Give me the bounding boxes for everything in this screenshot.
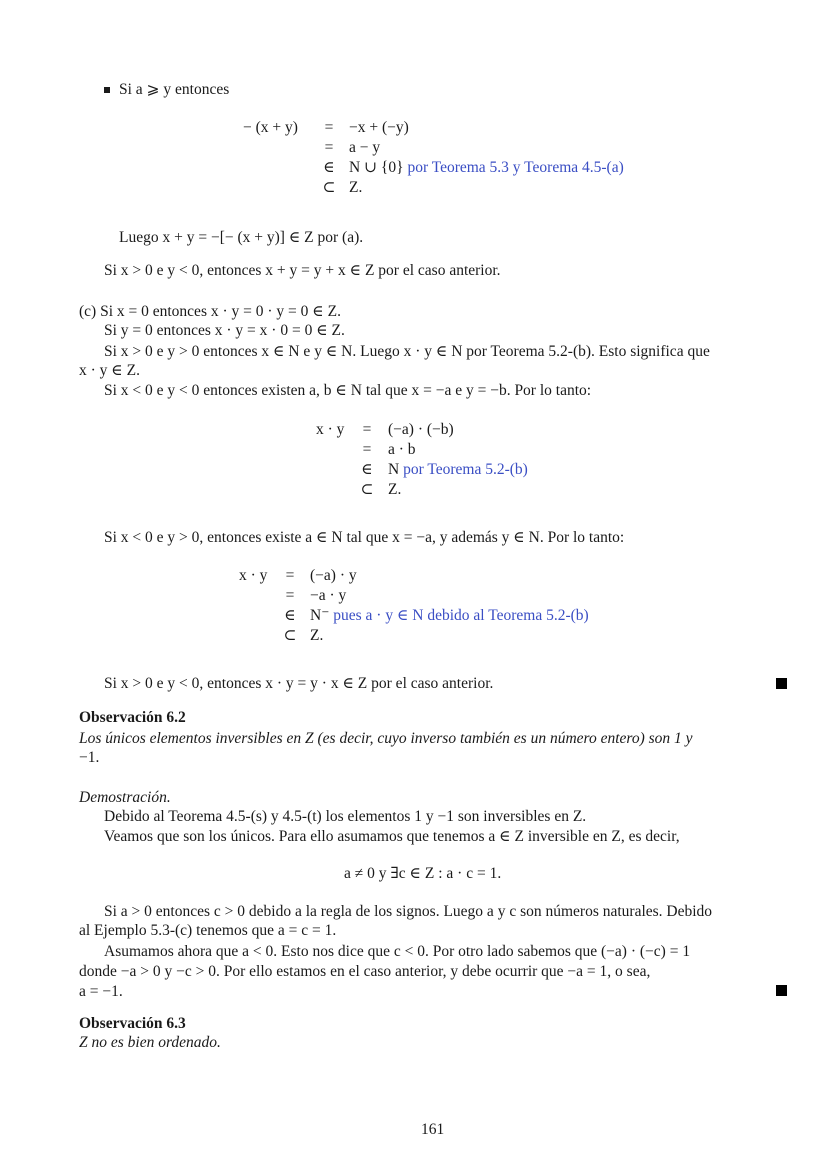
align3-rel: =: [285, 587, 295, 604]
theorem-reference-link[interactable]: por Teorema 5.3 y Teorema 4.5-(a): [407, 159, 624, 176]
part-c-line: x · y ∈ Z.: [79, 362, 140, 379]
observation-heading: Observación 6.3: [79, 1015, 186, 1032]
observation-heading: Observación 6.2: [79, 709, 186, 726]
part-c-line: Si x < 0 e y > 0, entonces existe a ∈ N tal que x = −a, y además y ∈ N. Por lo tanto:: [104, 529, 625, 546]
part-c-line: Si x > 0 e y > 0 entonces x ∈ N e y ∈ N. Luego x · y ∈ N por Teorema 5.2-(b). Esto significa que: [104, 343, 710, 360]
align2-rel: =: [362, 441, 372, 458]
proof-line: al Ejemplo 5.3-(c) tenemos que a = c = 1.: [79, 922, 337, 939]
align1-rhs-text: a − y: [349, 139, 381, 156]
proof-line: a = −1.: [79, 983, 123, 1000]
proof-line: Asumamos ahora que a < 0. Esto nos dice que c < 0. Por otro lado sabemos que (−a) · (−c) = 1: [104, 943, 691, 960]
observation-statement: −1.: [79, 749, 100, 766]
align1-rhs-text: N ∪ {0}: [349, 159, 404, 176]
theorem-reference-link[interactable]: por Teorema 5.2-(b): [403, 461, 528, 478]
align2-rhs-text: (−a) · (−b): [388, 421, 454, 438]
qed-square-icon: [776, 985, 787, 996]
proof-label: Demostración.: [79, 789, 171, 806]
align1-lhs: − (x + y): [243, 119, 298, 136]
bullet-marker: [104, 87, 110, 93]
align1-rhs-text: Z.: [349, 179, 363, 196]
align1-rel: ⊂: [322, 179, 336, 196]
proof-line: Veamos que son los únicos. Para ello asumamos que tenemos a ∈ Z inversible en Z, es decir,: [104, 828, 680, 845]
align1-rhs-text: −x + (−y): [349, 119, 409, 136]
align1-rhs: [349, 118, 624, 198]
align3-rel: ∈: [284, 607, 296, 624]
observation-statement: Z no es bien ordenado.: [79, 1034, 221, 1051]
align2-rels: [358, 420, 376, 500]
align2-rhs-text: N: [388, 461, 400, 478]
part-c-line: Si y = 0 entonces x · y = x · 0 = 0 ∈ Z.: [104, 322, 345, 339]
align2-rhs-text: a · b: [388, 441, 416, 458]
align2-rel: ⊂: [360, 481, 374, 498]
part-c-line: Si x < 0 e y < 0 entonces existen a, b ∈ N tal que x = −a e y = −b. Por lo tanto:: [104, 382, 592, 399]
align1-rels: [320, 118, 338, 198]
align3-lhs: x · y: [239, 567, 268, 584]
align3-rhs-text: (−a) · y: [310, 567, 357, 584]
luego-line: Luego x + y = −[− (x + y)] ∈ Z por (a).: [119, 229, 364, 246]
align3-rels: [281, 566, 299, 646]
align3-rhs-text: Z.: [310, 627, 324, 644]
align1-rel: ∈: [323, 159, 335, 176]
align2-rel: ∈: [361, 461, 373, 478]
case-x-positive: Si x > 0 e y < 0, entonces x + y = y + x ∈ Z por el caso anterior.: [104, 262, 501, 279]
align3-rhs: [310, 566, 589, 646]
case-intro: Si a ⩾ y entonces: [119, 81, 230, 98]
align1-rel: =: [324, 139, 334, 156]
part-c-line: (c) Si x = 0 entonces x · y = 0 · y = 0 ∈ Z.: [79, 303, 341, 320]
display-equation: a ≠ 0 y ∃c ∈ Z : a · c = 1.: [344, 865, 502, 882]
align1-rel: =: [324, 119, 334, 136]
align3-rel: =: [285, 567, 295, 584]
align2-rhs-text: Z.: [388, 481, 402, 498]
page-number: 161: [421, 1121, 445, 1138]
align3-rhs-text: N⁻: [310, 607, 330, 624]
observation-statement: Los únicos elementos inversibles en Z (es decir, cuyo inverso también es un número entero) son 1 y: [79, 730, 693, 747]
proof-line: donde −a > 0 y −c > 0. Por ello estamos en el caso anterior, y debe ocurrir que −a = 1, o sea,: [79, 963, 651, 980]
align3-rhs-text: −a · y: [310, 587, 347, 604]
align3-rel: ⊂: [283, 627, 297, 644]
align2-rel: =: [362, 421, 372, 438]
qed-square-icon: [776, 678, 787, 689]
part-c-line: Si x > 0 e y < 0, entonces x · y = y · x ∈ Z por el caso anterior.: [104, 675, 494, 692]
align2-lhs: x · y: [316, 421, 345, 438]
theorem-reference-link[interactable]: pues a · y ∈ N debido al Teorema 5.2-(b): [333, 607, 589, 624]
proof-line: Debido al Teorema 4.5-(s) y 4.5-(t) los elementos 1 y −1 son inversibles en Z.: [104, 808, 587, 825]
proof-line: Si a > 0 entonces c > 0 debido a la regla de los signos. Luego a y c son números naturales. Debido: [104, 903, 713, 920]
align2-rhs: [388, 420, 528, 500]
